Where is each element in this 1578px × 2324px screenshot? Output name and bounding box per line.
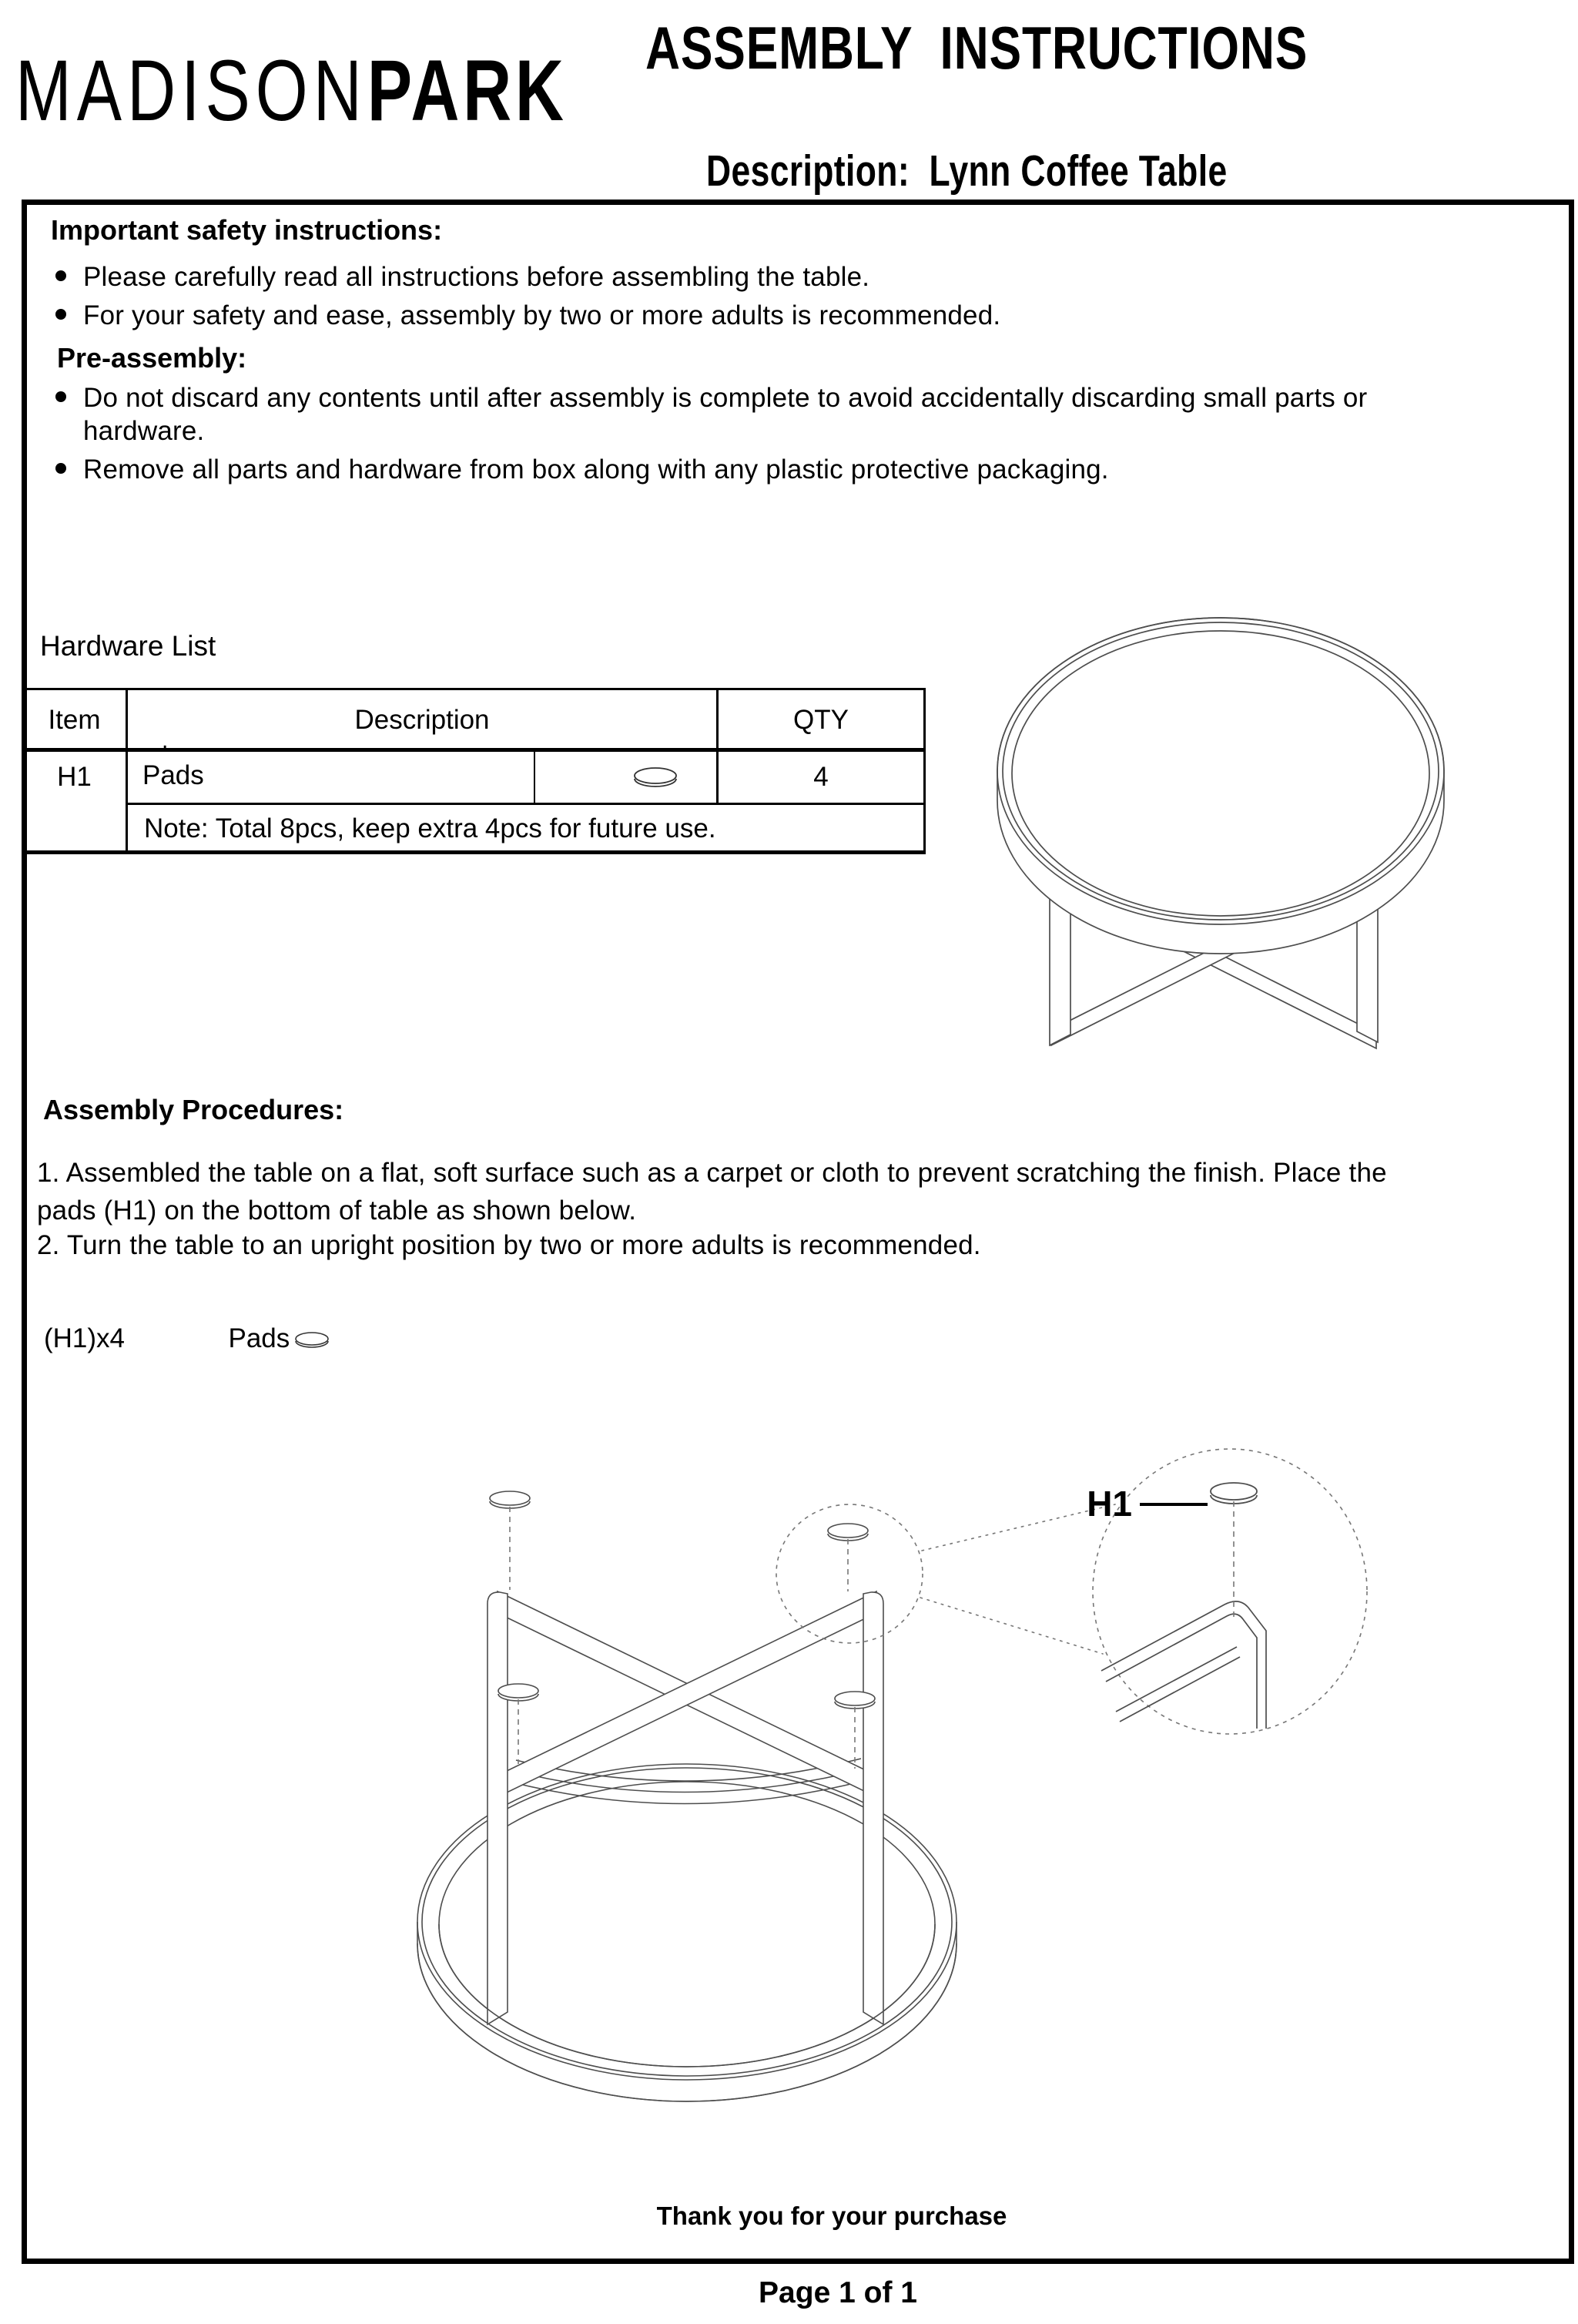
pad-icon	[293, 1331, 330, 1351]
table-border-right	[923, 688, 926, 854]
row-item-id: H1	[57, 762, 92, 792]
bullet-dot-icon	[55, 270, 66, 281]
safety-bullet-1: Please carefully read all instructions before assembling the table.	[55, 262, 869, 293]
safety-bullet-2: For your safety and ease, assembly by two or more adults is recommended.	[55, 300, 1000, 331]
table-illustration	[993, 605, 1456, 1051]
row-qty: 4	[813, 762, 829, 792]
assembly-step-1-line-2: pads (H1) on the bottom of table as shown below.	[37, 1196, 637, 1226]
description-value: Lynn Coffee Table	[929, 146, 1228, 196]
thank-you-text: Thank you for your purchase	[656, 2202, 1007, 2230]
table-divider-icon	[534, 752, 535, 803]
page-number: Page 1 of 1	[759, 2276, 917, 2309]
h1-callout-label: H1	[1087, 1484, 1132, 1524]
pads-quantity-label: (H1)x4	[44, 1323, 126, 1353]
hardware-list-heading: Hardware List	[40, 630, 216, 662]
description-label: Description:	[705, 146, 910, 196]
column-header-description: Description	[354, 705, 490, 735]
brand-logo-secondary: PARK	[367, 42, 568, 139]
assembly-step-2: 2. Turn the table to an upright position by two or more adults is recommended.	[37, 1230, 981, 1260]
bullet-dot-icon	[55, 309, 66, 320]
assembly-step-1-line-1: 1. Assembled the table on a flat, soft surface such as a carpet or cloth to prevent scratching the finish. Place the	[37, 1158, 1387, 1188]
pre-assembly-bullet-1-line-1: Do not discard any contents until after assembly is complete to avoid accidentally discarding small parts or	[55, 383, 1367, 414]
pad-icon	[490, 1491, 875, 1709]
table-note: Note: Total 8pcs, keep extra 4pcs for future use.	[144, 813, 716, 843]
hardware-table	[23, 688, 926, 854]
stray-mark: .	[162, 728, 169, 753]
table-header-rule	[23, 748, 926, 752]
column-header-item: Item	[48, 705, 101, 735]
bullet-dot-icon	[55, 463, 66, 474]
row-description: Pads	[142, 760, 204, 790]
pad-icon	[632, 766, 679, 790]
table-border-bottom	[23, 850, 926, 854]
safety-heading: Important safety instructions:	[51, 214, 443, 246]
pad-placement-diagram	[339, 1440, 1425, 2141]
bullet-dot-icon	[55, 391, 66, 402]
pre-assembly-heading: Pre-assembly:	[57, 342, 247, 374]
pad-icon	[1211, 1483, 1257, 1504]
brand-logo	[15, 42, 568, 139]
table-row-rule	[126, 803, 926, 805]
assembly-heading: Assembly Procedures:	[43, 1094, 344, 1125]
pre-assembly-bullet-1-line-2: hardware.	[83, 416, 205, 446]
document-title: ASSEMBLY INSTRUCTIONS	[645, 14, 1308, 82]
column-header-qty: QTY	[793, 705, 849, 735]
pre-assembly-bullet-2: Remove all parts and hardware from box along with any plastic protective packaging.	[55, 454, 1109, 485]
table-border-top	[23, 688, 926, 690]
brand-logo-primary: MADISON	[15, 42, 367, 139]
pads-quantity-callout	[44, 1323, 290, 1354]
pads-name-label: Pads	[228, 1323, 290, 1353]
